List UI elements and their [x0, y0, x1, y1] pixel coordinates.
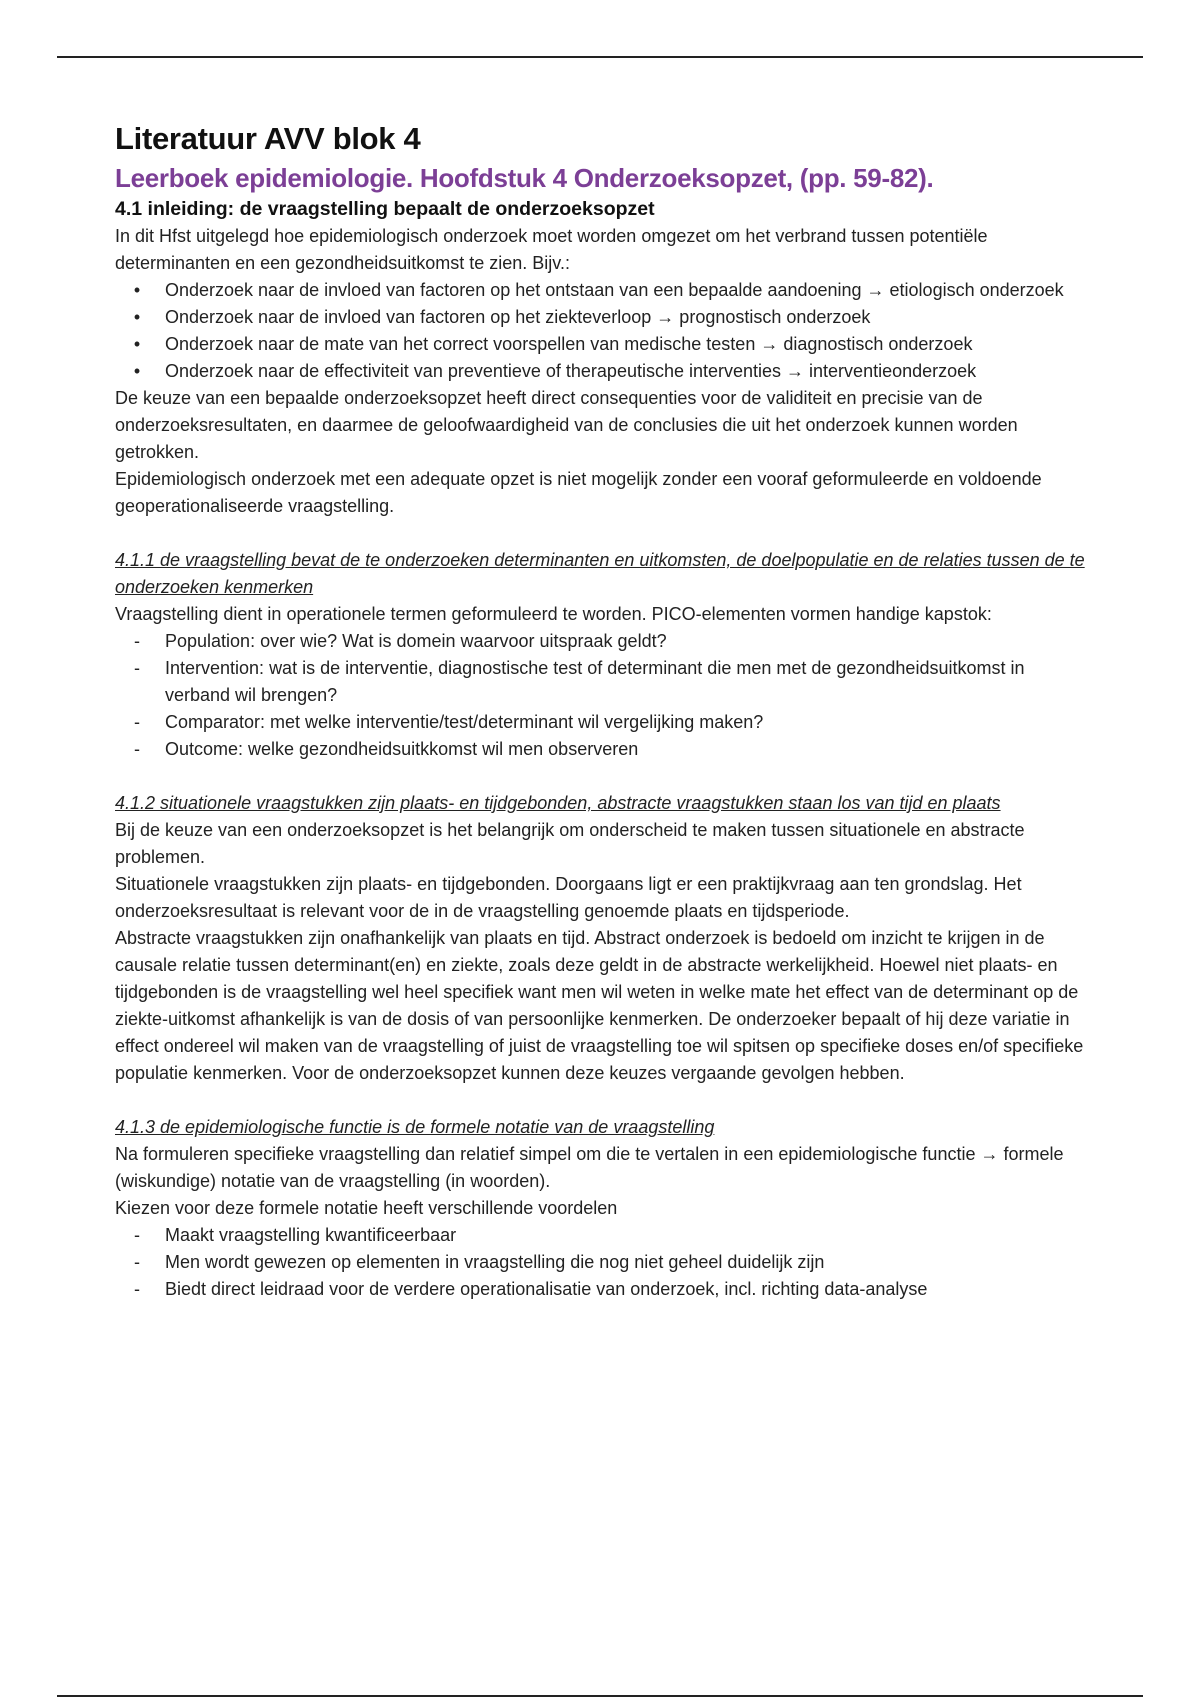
paragraph: Kiezen voor deze formele notatie heeft verschillende voordelen — [115, 1198, 618, 1218]
list-item: - Maakt vraagstelling kwantificeerbaar — [115, 1222, 1090, 1249]
bullet-marker: • — [133, 334, 141, 354]
list-item: - Intervention: wat is de interventie, diagnostische test of determinant die men met de gezondheidsuitkomst in verband wil brengen? — [115, 655, 1090, 709]
subsection-heading-4-1-3: 4.1.3 de epidemiologische functie is de formele notatie van de vraagstelling — [115, 1117, 715, 1137]
list-item: - Population: over wie? Wat is domein waarvoor uitspraak geldt? — [115, 628, 1090, 655]
list-item: - Men wordt gewezen op elementen in vraagstelling die nog niet geheel duidelijk zijn — [115, 1249, 1090, 1276]
list-item: - Comparator: met welke interventie/test/determinant wil vergelijking maken? — [115, 709, 1090, 736]
dash-marker: - — [134, 658, 140, 678]
paragraph: De keuze van een bepaalde onderzoeksopzet heeft direct consequenties voor de validiteit en precisie van de onderzoeksresultaten, en daarmee de geloofwaardigheid van de conclusies die uit het onderzoek kunnen worden getrokken. — [115, 388, 1018, 462]
bullet-marker: • — [133, 307, 141, 327]
paragraph: Epidemiologisch onderzoek met een adequate opzet is niet mogelijk zonder een vooraf geformuleerde en voldoende geoperationaliseerde vraagstelling. — [115, 469, 1042, 516]
bullet-marker: • — [133, 280, 141, 300]
header-rule — [57, 56, 1143, 58]
list-item: • Onderzoek naar de effectiviteit van preventieve of therapeutische interventies → interventieonderzoek — [115, 358, 1090, 385]
bullet-marker: • — [133, 361, 141, 381]
advantages-list — [115, 1222, 1090, 1303]
section-heading-4-1: 4.1 inleiding: de vraagstelling bepaalt de onderzoeksopzet — [115, 198, 655, 220]
research-types-list — [115, 277, 1090, 385]
dash-marker: - — [134, 631, 140, 651]
list-item: - Biedt direct leidraad voor de verdere operationalisatie van onderzoek, incl. richting data-analyse — [115, 1276, 1090, 1303]
paragraph: Na formuleren specifieke vraagstelling dan relatief simpel om die te vertalen in een epidemiologische functie → formele (wiskundige) notatie van de vraagstelling (in woorden). — [115, 1144, 1064, 1191]
dash-marker: - — [134, 712, 140, 732]
paragraph: Abstracte vraagstukken zijn onafhankelijk van plaats en tijd. Abstract onderzoek is bedoeld om inzicht te krijgen in de causale relatie tussen determinant(en) en ziekte, zoals deze geldt in de abstracte werkelijkheid. Hoewel niet plaats- en tijdgebonden is de vraagstelling wel heel specifiek want men wil weten in welke mate het effect van de determinant op de ziekte-uitkomst afhankelijk is van de dosis of van persoonlijke kenmerken. De onderzoeker bepaalt of hij deze variatie in effect ondereel wil maken van de vraagstelling of juist de vraagstelling toe wil spitsen op specifieke doses en/of specifieke populatie kenmerken. Voor de onderzoeksopzet kunnen deze keuzes vergaande gevolgen hebben. — [115, 928, 1084, 1083]
document-body — [115, 118, 1090, 1303]
footer-rule — [57, 1695, 1143, 1697]
pico-list — [115, 628, 1090, 763]
document-title: Literatuur AVV blok 4 — [115, 121, 421, 156]
list-item: • Onderzoek naar de invloed van factoren op het ontstaan van een bepaalde aandoening → etiologisch onderzoek — [115, 277, 1090, 304]
dash-marker: - — [134, 1252, 140, 1272]
dash-marker: - — [134, 739, 140, 759]
dash-marker: - — [134, 1225, 140, 1245]
subsection-heading-4-1-2: 4.1.2 situationele vraagstukken zijn plaats- en tijdgebonden, abstracte vraagstukken staan los van tijd en plaats — [115, 793, 1001, 813]
document-subtitle: Leerboek epidemiologie. Hoofdstuk 4 Onderzoeksopzet, (pp. 59-82). — [115, 163, 934, 193]
paragraph: Vraagstelling dient in operationele termen geformuleerd te worden. PICO-elementen vormen handige kapstok: — [115, 604, 992, 624]
paragraph: Bij de keuze van een onderzoeksopzet is het belangrijk om onderscheid te maken tussen situationele en abstracte problemen. — [115, 820, 1025, 867]
dash-marker: - — [134, 1279, 140, 1299]
list-item: • Onderzoek naar de invloed van factoren op het ziekteverloop → prognostisch onderzoek — [115, 304, 1090, 331]
list-item: - Outcome: welke gezondheidsuitkkomst wil men observeren — [115, 736, 1090, 763]
section-intro: In dit Hfst uitgelegd hoe epidemiologisch onderzoek moet worden omgezet om het verbrand tussen potentiële determinanten en een gezondheidsuitkomst te zien. Bijv.: — [115, 226, 988, 273]
paragraph: Situationele vraagstukken zijn plaats- en tijdgebonden. Doorgaans ligt er een praktijkvraag aan ten grondslag. Het onderzoeksresultaat is relevant voor de in de vraagstelling genoemde plaats en tijdsperiode. — [115, 874, 1022, 921]
subsection-heading-4-1-1: 4.1.1 de vraagstelling bevat de te onderzoeken determinanten en uitkomsten, de doelpopulatie en de relaties tussen de te onderzoeken kenmerken — [115, 550, 1085, 597]
list-item: • Onderzoek naar de mate van het correct voorspellen van medische testen → diagnostisch onderzoek — [115, 331, 1090, 358]
